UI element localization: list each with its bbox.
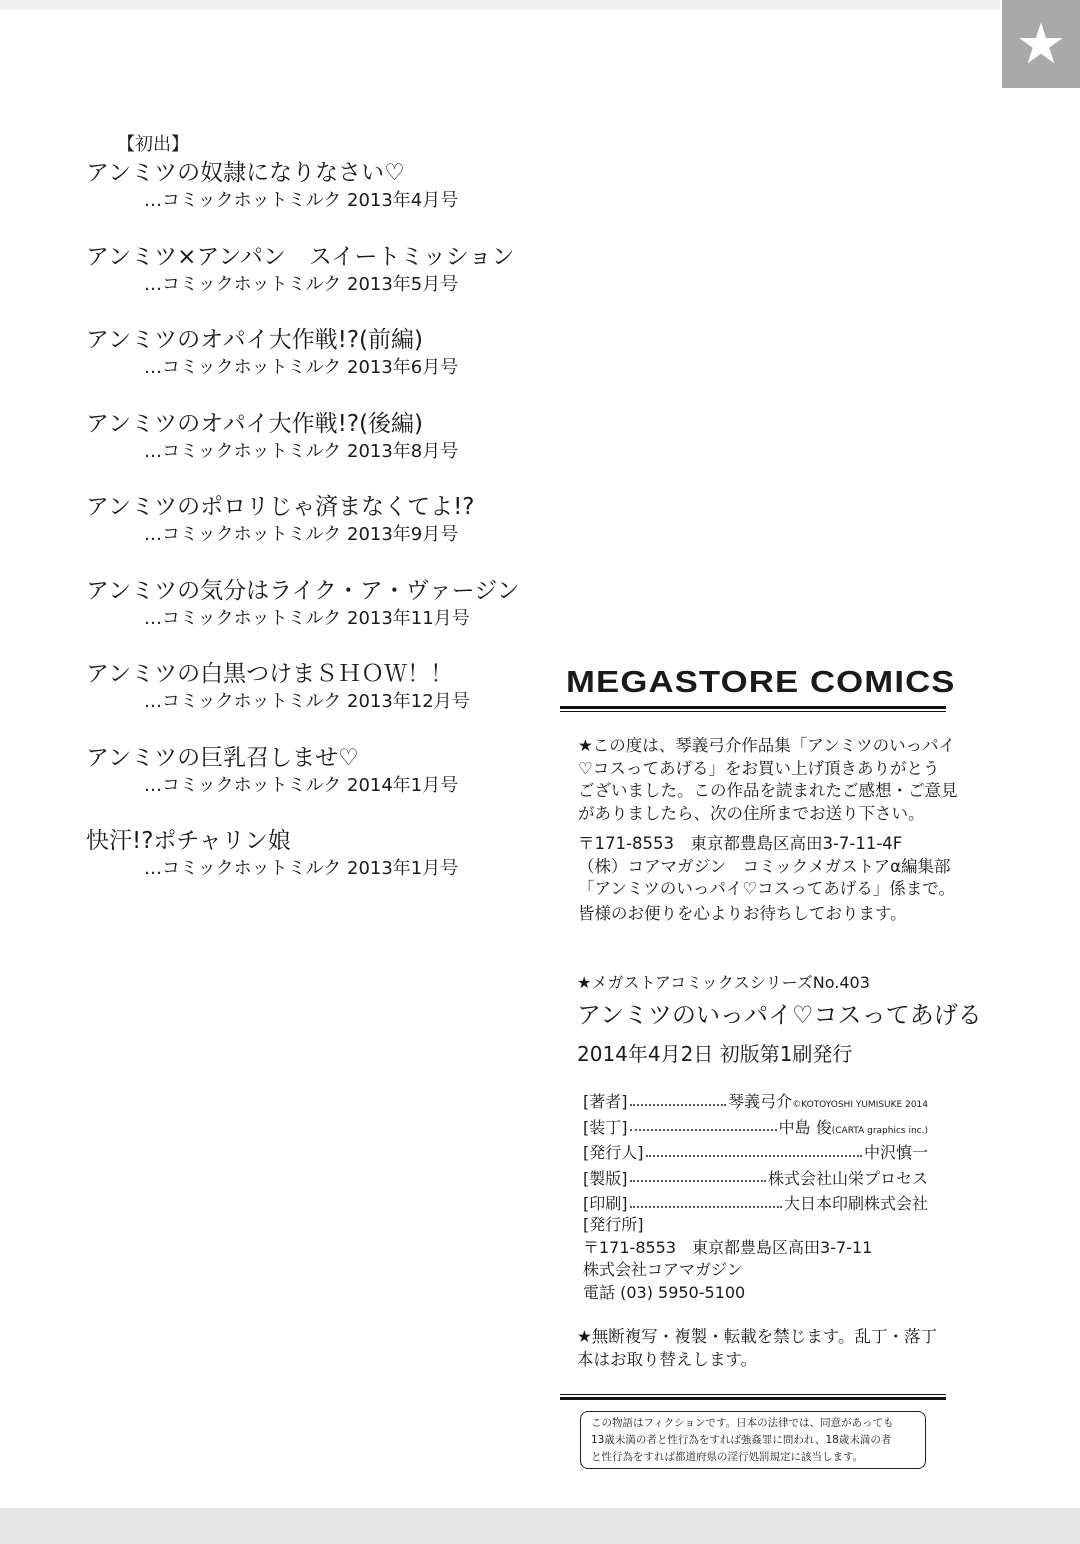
series-number: ★メガストアコミックスシリーズNo.403 bbox=[577, 973, 870, 992]
credit-name bbox=[864, 1140, 928, 1163]
list-item bbox=[86, 158, 458, 214]
credit-row bbox=[583, 1190, 928, 1216]
story-title: アンミツのオパイ大作戦!?(前編) bbox=[86, 327, 423, 353]
list-item bbox=[86, 409, 458, 465]
story-title: アンミツの白黒つけまＳＨＯＷ！！ bbox=[86, 661, 454, 687]
list-item bbox=[86, 659, 470, 715]
credit-name bbox=[768, 1166, 928, 1189]
leader-dots bbox=[646, 1147, 862, 1157]
story-source: …コミックホットミルク 2013年11月号 bbox=[144, 607, 470, 629]
story-title: アンミツ×アンパン スイートミッション bbox=[86, 243, 515, 270]
credit-row bbox=[583, 1114, 928, 1140]
story-source: …コミックホットミルク 2013年12月号 bbox=[144, 691, 470, 712]
leader-dots bbox=[630, 1198, 782, 1208]
story-title: アンミツの奴隷になりなさい♡ bbox=[86, 160, 405, 186]
text-line: この物語はフィクションです。日本の法律では、同意があっても bbox=[591, 1417, 894, 1429]
credits-list bbox=[583, 1088, 928, 1216]
text-line: （株）コアマガジン コミックメガストアα編集部 bbox=[578, 856, 951, 876]
list-item bbox=[86, 325, 458, 381]
credit-role: [発行人] bbox=[583, 1143, 644, 1163]
story-source: …コミックホットミルク 2013年6月号 bbox=[144, 357, 459, 378]
copyright-notice bbox=[577, 1325, 937, 1371]
story-source: …コミックホットミルク 2014年1月号 bbox=[144, 774, 459, 796]
book-title: アンミツのいっパイ♡コスってあげる bbox=[577, 1001, 982, 1029]
credit-name bbox=[728, 1089, 928, 1112]
text-line: [発行所] bbox=[583, 1215, 644, 1234]
text-line: 電話 (03) 5950-5100 bbox=[583, 1282, 746, 1302]
publication-date: 2014年4月2日 初版第1刷発行 bbox=[577, 1042, 853, 1066]
divider bbox=[560, 1394, 946, 1400]
list-item bbox=[86, 242, 514, 298]
story-title: アンミツの気分はライク・ア・ヴァージン bbox=[86, 577, 520, 604]
publisher-info bbox=[583, 1214, 872, 1304]
closing-message: 皆様のお便りを心よりお待ちしております。 bbox=[578, 904, 907, 923]
credit-person: 中沢慎一 bbox=[863, 1143, 928, 1163]
credit-role: [印刷] bbox=[583, 1194, 628, 1214]
story-source: …コミックホットミルク 2013年9月号 bbox=[144, 524, 459, 545]
text-line: ございました。この作品を読まれたご感想・ご意見 bbox=[578, 781, 958, 800]
text-line: 13歳未満の者と性行為をすれば強姦罪に問われ、18歳未満の者 bbox=[591, 1434, 892, 1446]
text-line: 株式会社コアマガジン bbox=[583, 1260, 743, 1279]
publisher-logo: MEGASTORE COMICS bbox=[566, 664, 956, 699]
credit-role: [製版] bbox=[583, 1168, 628, 1188]
text-line: ♡コスってあげる」をお買い上げ頂きありがとう bbox=[578, 758, 940, 778]
list-item bbox=[86, 576, 520, 632]
thanks-message bbox=[578, 735, 958, 825]
text-line: と性行為をすれば都道府県の淫行処罰規定に該当します。 bbox=[591, 1451, 864, 1463]
story-source: …コミックホットミルク 2013年8月号 bbox=[144, 440, 459, 462]
story-source: …コミックホットミルク 2013年1月号 bbox=[144, 858, 459, 879]
text-line: ★この度は、琴義弓介作品集「アンミツのいっパイ bbox=[578, 736, 956, 755]
credit-row bbox=[583, 1088, 928, 1114]
credit-row bbox=[583, 1139, 928, 1165]
text-line: がありましたら、次の住所までお送り下さい。 bbox=[578, 803, 925, 823]
leader-dots bbox=[630, 1096, 727, 1106]
divider bbox=[560, 706, 946, 712]
star-icon: ★ bbox=[1002, 0, 1080, 88]
story-source: …コミックホットミルク 2013年5月号 bbox=[144, 273, 459, 295]
mailing-address bbox=[578, 833, 955, 901]
credit-person: 琴義弓介 bbox=[728, 1092, 793, 1112]
text-line: 〒171-8553 東京都豊島区高田3-7-11-4F bbox=[578, 834, 903, 853]
credit-note: (CARTA graphics inc.) bbox=[831, 1125, 928, 1136]
list-item bbox=[86, 492, 475, 548]
text-line: 本はお取り替えします。 bbox=[577, 1350, 758, 1369]
list-item bbox=[86, 743, 458, 799]
credit-row bbox=[583, 1165, 928, 1191]
credit-name bbox=[784, 1191, 928, 1214]
credit-role: [著者] bbox=[583, 1092, 628, 1112]
story-source: …コミックホットミルク 2013年4月号 bbox=[144, 190, 459, 211]
text-line: 「アンミツのいっパイ♡コスってあげる」係まで。 bbox=[578, 879, 955, 898]
credit-name bbox=[779, 1115, 928, 1138]
text-line: 〒171-8553 東京都豊島区高田3-7-11 bbox=[583, 1237, 873, 1257]
story-title: アンミツのポロリじゃ済まなくてよ!? bbox=[86, 494, 475, 520]
credit-role: [装丁] bbox=[583, 1117, 628, 1137]
story-title: 快汗!?ポチャリン娘 bbox=[86, 828, 291, 854]
story-title: アンミツの巨乳召しませ♡ bbox=[86, 744, 359, 771]
scan-edge-bottom bbox=[0, 1508, 1080, 1544]
scan-edge-top bbox=[0, 0, 1000, 10]
credit-person: 大日本印刷株式会社 bbox=[783, 1194, 928, 1214]
credit-person: 株式会社山栄プロセス bbox=[767, 1168, 928, 1188]
list-item bbox=[86, 826, 458, 882]
leader-dots bbox=[630, 1172, 766, 1182]
fiction-disclaimer bbox=[580, 1411, 926, 1469]
credit-note: ©KOTOYOSHI YUMISUKE 2014 bbox=[792, 1100, 928, 1111]
leader-dots bbox=[630, 1121, 777, 1131]
story-title: アンミツのオパイ大作戦!?(後編) bbox=[86, 410, 423, 437]
text-line: ★無断複写・複製・転載を禁じます。乱丁・落丁 bbox=[577, 1327, 937, 1346]
first-publication-header: 【初出】 bbox=[117, 134, 189, 155]
credit-person: 中島 俊 bbox=[778, 1117, 832, 1137]
